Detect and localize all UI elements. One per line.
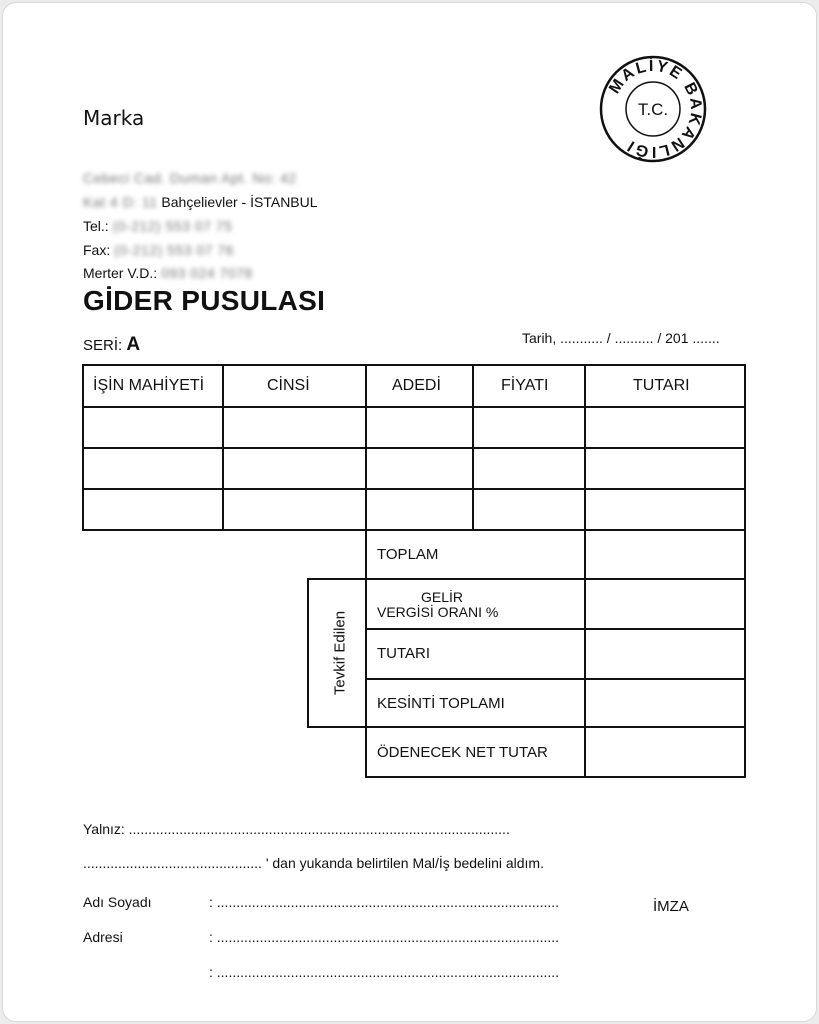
document-title: GİDER PUSULASI: [83, 285, 326, 316]
yalniz-line: Yalnız: ..................................................................................................: [83, 821, 510, 837]
brand-name: Marka: [83, 106, 145, 130]
gelir-label: GELİR: [421, 589, 464, 605]
address-dots-2: : ........................................................................................: [209, 964, 560, 980]
tutari-label: TUTARI: [377, 645, 431, 662]
address-dots-1: : ........................................................................................: [209, 929, 560, 945]
date-line: Tarih, ........... / .......... / 201 .......: [522, 330, 720, 346]
stamp-ring-text: MALİYE BAKANLIĞI: [606, 57, 705, 161]
tax-office-line: Merter V.D.: 093 024 7078: [83, 265, 253, 281]
ministry-stamp: [597, 53, 709, 165]
header-adedi: ADEDİ: [392, 377, 441, 394]
tel-line: Tel.: (0-212) 553 07 75: [83, 218, 233, 234]
serial-line: [83, 334, 140, 356]
serial-label: SERİ:: [83, 337, 123, 354]
receipt-sheet: [2, 2, 817, 1022]
name-dots: : ........................................................................................: [209, 894, 560, 910]
name-label: Adı Soyadı: [83, 894, 152, 910]
toplam-label: TOPLAM: [377, 546, 439, 563]
header-isin-mahiyeti: İŞİN MAHİYETİ: [93, 377, 205, 394]
address-line-2: Kat 4 D: 11 Bahçelievler - İSTANBUL: [83, 194, 318, 210]
vergi-orani-label: VERGİSİ ORANI %: [377, 604, 499, 620]
header-fiyati: FİYATI: [501, 377, 549, 394]
address-line-1: Cebeci Cad. Duman Apt. No: 42: [83, 170, 297, 186]
header-tutari: TUTARI: [633, 377, 690, 394]
header-cinsi: CİNSİ: [267, 377, 310, 394]
serial-value: A: [126, 334, 141, 355]
received-statement: .............................................. ' dan yukanda belirtilen Mal/İş bedelini aldım.: [83, 855, 544, 871]
odenecek-net-tutar-label: ÖDENECEK NET TUTAR: [377, 744, 548, 761]
address-label: Adresi: [83, 929, 123, 945]
tevkif-edilen-label: Tevkif Edilen: [331, 610, 349, 696]
kesinti-toplami-label: KESİNTİ TOPLAMI: [377, 695, 505, 712]
signature-label: İMZA: [653, 898, 689, 915]
fax-line: Fax: (0-212) 553 07 76: [83, 242, 234, 258]
stamp-center-text: T.C.: [637, 100, 669, 119]
